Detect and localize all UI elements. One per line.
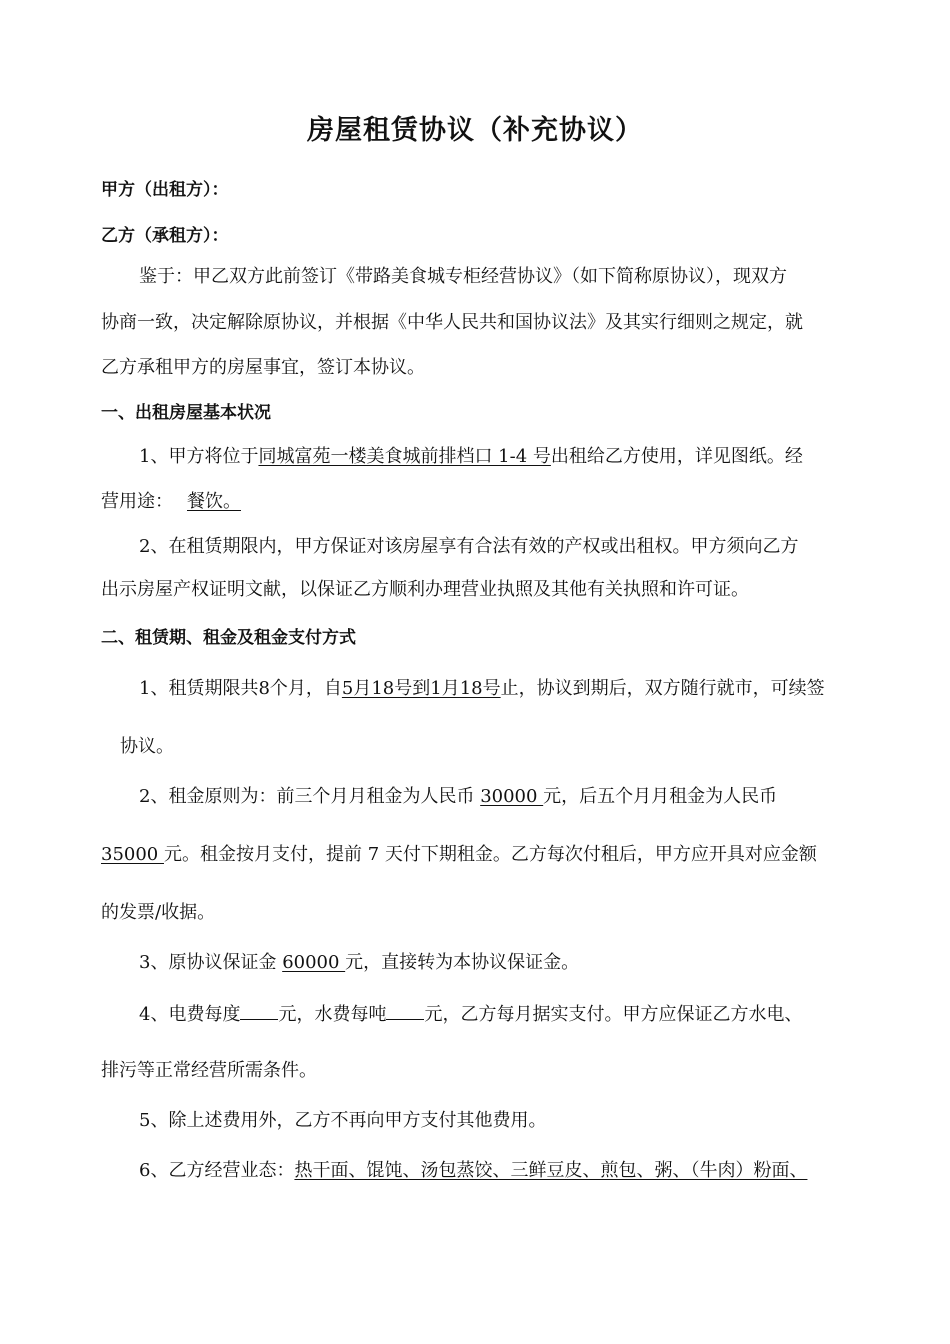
clause-text: 6、乙方经营业态： <box>139 1160 295 1181</box>
property-location: 同城富苑一楼美食城前排档口 1-4 号 <box>258 446 551 467</box>
clause-1-2-line-1: 2、在租赁期限内，甲方保证对该房屋享有合法有效的产权或出租权。甲方须向乙方 <box>139 536 799 557</box>
clause-text: 元，后五个月月租金为人民币 <box>543 786 778 807</box>
rent-amount-first: 30000 <box>480 786 544 807</box>
intro-line-3: 乙方承租甲方的房屋事宜，签订本协议。 <box>101 357 425 378</box>
rent-amount-second: 35000 <box>101 844 164 865</box>
clause-2-4-line-2: 排污等正常经营所需条件。 <box>101 1060 317 1081</box>
party-b-label: 乙方（承租方）： <box>101 226 229 246</box>
clause-2-5: 5、除上述费用外，乙方不再向甲方支付其他费用。 <box>139 1110 547 1131</box>
clause-2-2-line-2 <box>101 843 817 867</box>
clause-1-1-line-1 <box>139 445 803 469</box>
clause-text: 元，水费每吨 <box>278 1004 387 1025</box>
clause-text: 元，乙方每月据实支付。甲方应保证乙方水电、 <box>424 1004 803 1025</box>
clause-2-3 <box>139 951 579 975</box>
deposit-amount: 60000 <box>282 952 346 973</box>
clause-2-2-line-1 <box>139 785 777 809</box>
intro-line-2: 协商一致，决定解除原协议，并根据《中华人民共和国协议法》及其实行细则之规定，就 <box>101 312 803 333</box>
document-title: 房屋租赁协议（补充协议） <box>307 115 643 146</box>
clause-2-4-line-1 <box>139 1001 802 1027</box>
clause-text: 3、原协议保证金 <box>139 952 283 973</box>
clause-2-6 <box>139 1159 807 1183</box>
clause-1-1-line-2 <box>101 490 241 514</box>
business-types: 热干面、馄饨、汤包蒸饺、三鲜豆皮、煎包、粥、（牛肉）粉面、 <box>294 1160 808 1181</box>
electricity-price-blank <box>240 1001 278 1020</box>
clause-text: 2、租金原则为：前三个月月租金为人民币 <box>139 786 481 807</box>
clause-text: 元。租金按月支付，提前 7 天付下期租金。乙方每次付租后，甲方应开具对应金额 <box>163 844 817 865</box>
clause-2-2-line-3: 的发票/收据。 <box>101 902 216 923</box>
business-use-value: 餐饮。 <box>187 491 241 512</box>
clause-1-2-line-2: 出示房屋产权证明文献，以保证乙方顺利办理营业执照及其他有关执照和许可证。 <box>101 579 749 600</box>
clause-text: 出租给乙方使用，详见图纸。经 <box>550 446 803 467</box>
clause-text: 1、甲方将位于 <box>139 446 259 467</box>
clause-2-1-line-2: 协议。 <box>120 736 174 757</box>
section-1-heading: 一、出租房屋基本状况 <box>101 403 271 423</box>
business-use-label: 营用途： <box>101 491 173 512</box>
clause-text: 元，直接转为本协议保证金。 <box>345 952 580 973</box>
clause-2-1-line-1 <box>139 677 825 701</box>
lease-period: 5月18号到1月18号 <box>341 678 501 699</box>
clause-text: 1、租赁期限共8个月，自 <box>139 678 342 699</box>
section-2-heading: 二、租赁期、租金及租金支付方式 <box>101 628 356 648</box>
party-a-label: 甲方（出租方）： <box>101 180 229 200</box>
water-price-blank <box>386 1001 424 1020</box>
clause-text: 4、电费每度 <box>139 1004 241 1025</box>
intro-line-1: 鉴于：甲乙双方此前签订《带路美食城专柜经营协议》（如下简称原协议），现双方 <box>139 266 787 287</box>
clause-text: 止，协议到期后，双方随行就市，可续签 <box>500 678 825 699</box>
